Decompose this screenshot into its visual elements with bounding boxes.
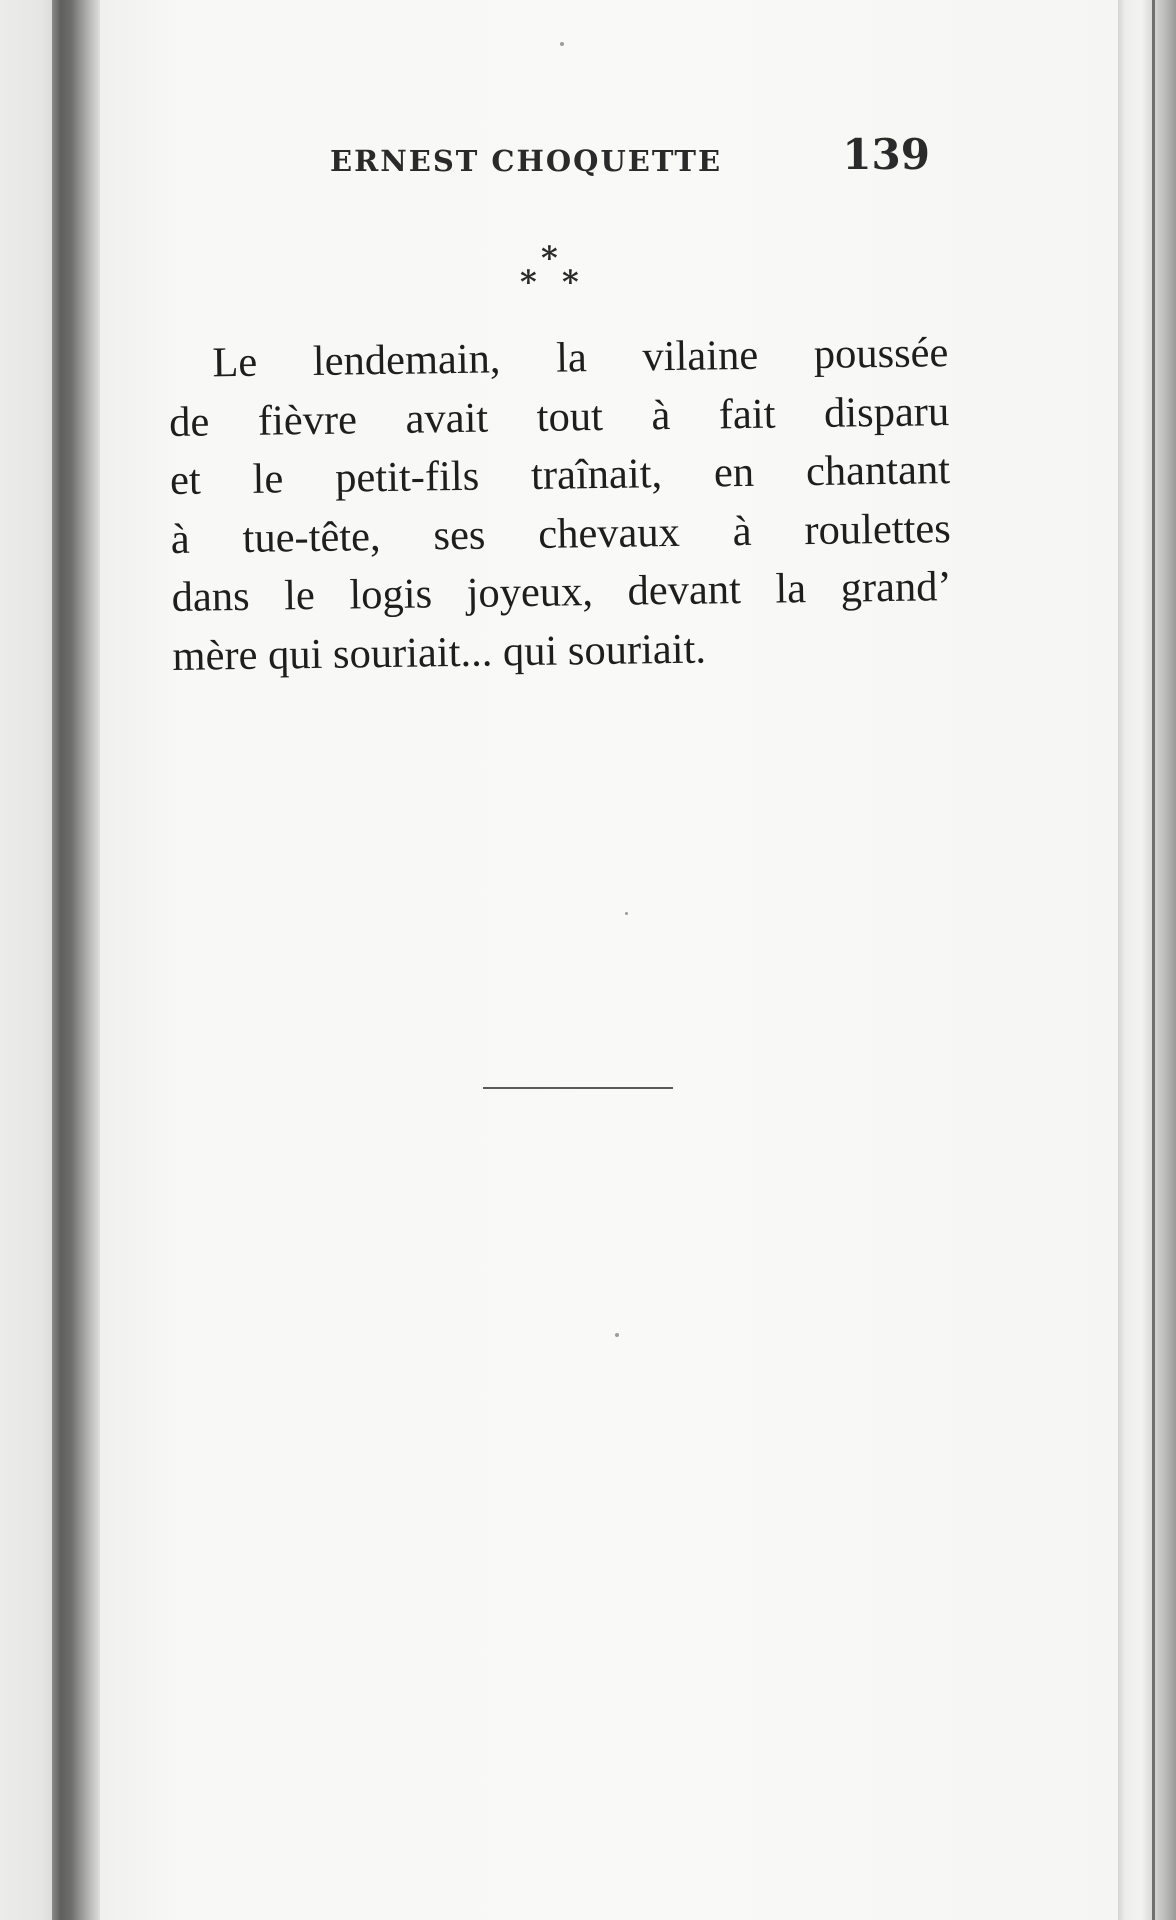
book-page bbox=[100, 0, 1118, 1920]
separator-asterisk: * bbox=[562, 263, 579, 301]
book-spine bbox=[52, 0, 100, 1920]
text-line: à tue-tête, ses chevaux à roulettes bbox=[170, 504, 952, 563]
running-head-author: ERNEST CHOQUETTE bbox=[330, 144, 723, 178]
text-line: mère qui souriait... qui souriait. bbox=[172, 625, 707, 680]
left-page-edge bbox=[0, 0, 52, 1920]
separator-asterisk: * bbox=[541, 239, 558, 277]
paper-speck bbox=[560, 42, 564, 46]
running-head bbox=[330, 130, 940, 180]
section-separator bbox=[500, 239, 600, 312]
end-of-chapter-rule bbox=[483, 1087, 673, 1089]
separator-asterisk: * bbox=[520, 263, 537, 301]
paper-speck bbox=[615, 1333, 619, 1337]
body-paragraph bbox=[168, 324, 953, 686]
text-line: Le lendemain, la vilaine poussée bbox=[212, 329, 949, 387]
page-number: 139 bbox=[842, 130, 930, 179]
right-page-edge bbox=[1118, 0, 1176, 1920]
text-line: et le petit-fils traînait, en chantant bbox=[169, 446, 951, 504]
paper-speck bbox=[625, 912, 628, 915]
text-line: dans le logis joyeux, devant la grand’ bbox=[171, 563, 952, 621]
text-line: de fièvre avait tout à fait disparu bbox=[168, 387, 950, 446]
